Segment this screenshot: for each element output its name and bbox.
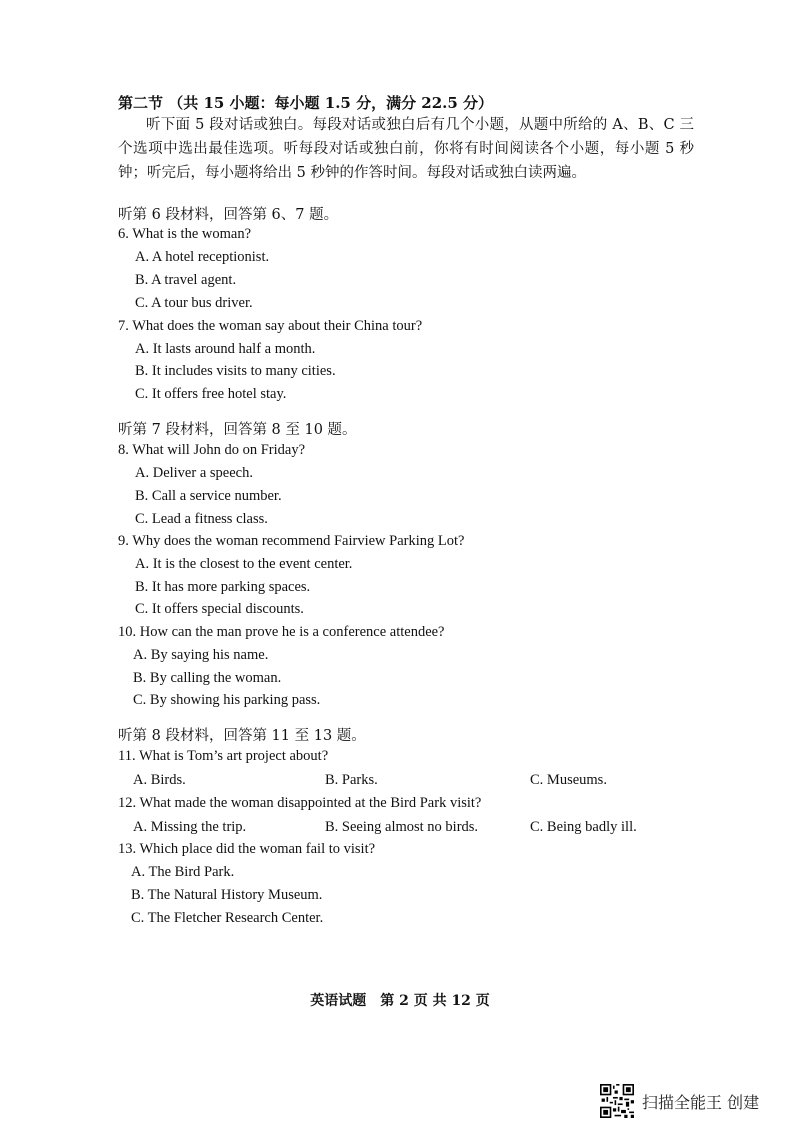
answer-option: B. Parks. (325, 772, 378, 788)
answer-option: C. By showing his parking pass. (133, 692, 321, 708)
group-prompt: 听第 7 段材料，回答第 8 至 10 题。 (118, 422, 357, 438)
answer-option: A. It lasts around half a month. (135, 341, 316, 357)
answer-option: C. Being badly ill. (530, 819, 637, 835)
answer-option: B. Seeing almost no birds. (325, 819, 479, 835)
answer-option: A. Deliver a speech. (135, 465, 253, 481)
question-stem: 12. What made the woman disappointed at the Bird Park visit? (118, 795, 482, 811)
answer-option: B. It includes visits to many cities. (135, 363, 336, 379)
answer-option: A. A hotel receptionist. (135, 249, 270, 265)
answer-option: C. Museums. (530, 772, 607, 788)
scanner-watermark (600, 1084, 759, 1118)
question-stem: 6. What is the woman? (118, 226, 252, 242)
answer-option: B. Call a service number. (135, 488, 282, 504)
qr-code-icon (600, 1084, 634, 1118)
answer-option: C. A tour bus driver. (135, 295, 253, 311)
answer-option: B. A travel agent. (135, 272, 237, 288)
answer-option: A. It is the closest to the event center. (135, 556, 353, 572)
answer-option: A. The Bird Park. (131, 864, 235, 880)
answer-option: B. The Natural History Museum. (131, 887, 323, 903)
answer-option: A. By saying his name. (133, 647, 269, 663)
answer-option: C. It offers free hotel stay. (135, 386, 287, 402)
answer-option: B. By calling the woman. (133, 670, 282, 686)
answer-option: B. It has more parking spaces. (135, 579, 311, 595)
section-header: 第二节 （共 15 小题：每小题 1.5 分，满分 22.5 分） (118, 94, 494, 112)
question-stem: 11. What is Tom’s art project about? (118, 748, 329, 764)
question-stem: 7. What does the woman say about their China tour? (118, 318, 423, 334)
answer-option: C. Lead a fitness class. (135, 511, 268, 527)
watermark-text: 扫描全能王 创建 (642, 1092, 760, 1112)
question-stem: 13. Which place did the woman fail to visit? (118, 841, 376, 857)
question-stem: 9. Why does the woman recommend Fairview Parking Lot? (118, 533, 465, 549)
section-instructions: 听下面 5 段对话或独白。每段对话或独白后有几个小题，从题中所给的 A、B、C 三个选项中选出最佳选项。听每段对话或独白前，你将有时间阅读各个小题，每小题 5 秒钟；听完后，每小题将给出 5 秒钟的作答时间。每段对话或独白读两遍。 (118, 117, 694, 181)
answer-option: A. Birds. (133, 772, 186, 788)
page-footer: 英语试题 第 2 页 共 12 页 (310, 993, 490, 1009)
answer-option: C. The Fletcher Research Center. (131, 910, 324, 926)
question-stem: 8. What will John do on Friday? (118, 442, 306, 458)
answer-option: C. It offers special discounts. (135, 601, 304, 617)
answer-option: A. Missing the trip. (133, 819, 247, 835)
group-prompt: 听第 8 段材料，回答第 11 至 13 题。 (118, 728, 366, 744)
group-prompt: 听第 6 段材料，回答第 6、7 题。 (118, 207, 339, 223)
question-stem: 10. How can the man prove he is a conference attendee? (118, 624, 445, 640)
